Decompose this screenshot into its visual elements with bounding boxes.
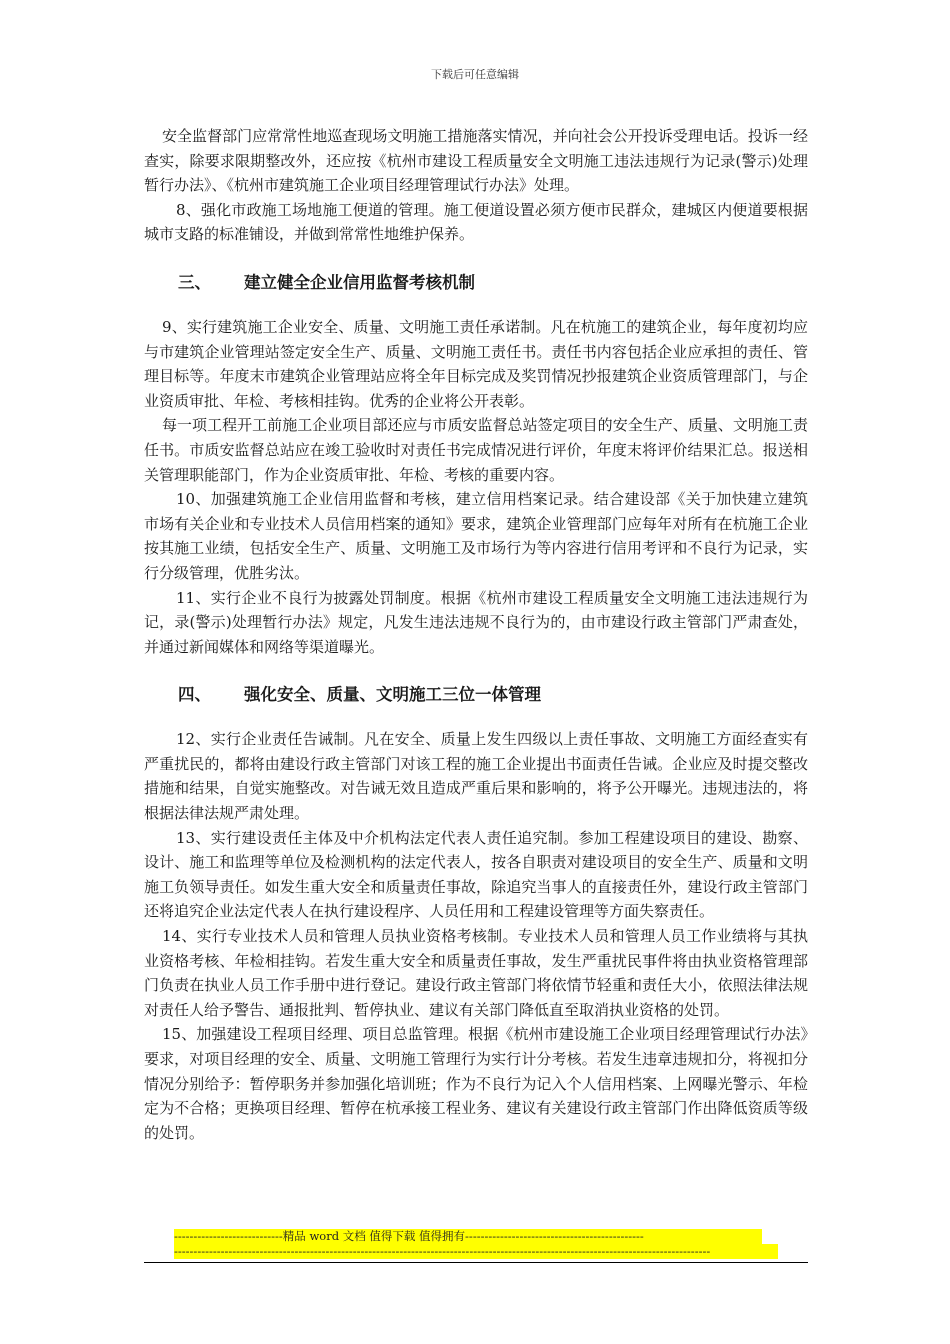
page-header: 下载后可任意编辑 [431, 68, 519, 81]
section-number: 三、 [178, 272, 211, 292]
paragraph-12: 12、实行企业责任告诫制。凡在安全、质量上发生四级以上责任事故、文明施工方面经查实有严重扰民的，都将由建设行政主管部门对该工程的施工企业提出书面责任告诫。企业应及时提交整改措施和结果，自觉实施整改。对告诫无效且造成严重后果和影响的，将予公开曝光。违规违法的，将根据法律法规严肃处理。 [144, 730, 808, 823]
paragraph-10: 10、加强建筑施工企业信用监督和考核，建立信用档案记录。结合建设部《关于加快建立建筑市场有关企业和专业技术人员信用档案的通知》要求，建筑企业管理部门应每年对所有在杭施工企业按其施工业绩，包括安全生产、质量、文明施工及市场行为等内容进行信用考评和不良行为记录，实行分级管理，优胜劣汰。 [144, 490, 808, 582]
document-body [144, 124, 808, 1145]
paragraph-9: 9、实行建筑施工企业安全、质量、文明施工责任承诺制。凡在杭施工的建筑企业，每年度初均应与市建筑企业管理站签定安全生产、质量、文明施工责任书。责任书内容包括企业应承担的责任、管理目标等。年度末市建筑企业管理站应将全年目标完成及奖罚情况抄报建筑企业资质管理部门，与企业资质审批、年检、考核相挂钩。优秀的企业将公开表彰。 [144, 317, 808, 410]
paragraph-1: 安全监督部门应常常性地巡查现场文明施工措施落实情况，并向社会公开投诉受理电话。投诉一经查实，除要求限期整改外，还应按《杭州市建设工程质量安全文明施工违法违规行为记录(警示)处理暂行办法》、《杭州市建筑施工企业项目经理管理试行办法》处理。 [144, 127, 808, 195]
paragraph-15: 15、加强建设工程项目经理、项目总监管理。根据《杭州市建设施工企业项目经理管理试行办法》要求，对项目经理的安全、质量、文明施工管理行为实行计分考核。若发生违章违规扣分，将视扣分情况分别给予：暂停职务并参加强化培训班；作为不良行为记入个人信用档案、上网曝光警示、年检定为不合格；更换项目经理、暂停在杭承接工程业务、建议有关建设行政主管部门作出降低资质等级的处罚。 [144, 1025, 808, 1142]
footer-banner-line-1: ----------------------------精品 word 文档 值得下载 值得拥有---------------------------------------------- [174, 1229, 762, 1244]
section-title: 强化安全、质量、文明施工三位一体管理 [244, 685, 541, 705]
paragraph-8: 8、强化市政施工场地施工便道的管理。施工便道设置必须方便市民群众，建城区内便道要根据城市支路的标准铺设，并做到常常性地维护保养。 [144, 200, 808, 244]
section-heading-3 [178, 269, 808, 293]
paragraph-11: 11、实行企业不良行为披露处罚制度。根据《杭州市建设工程质量安全文明施工违法违规行为记，录(警示)处理暂行办法》规定，凡发生违法违规不良行为的，由市建设行政主管部门严肃查处，并通过新闻媒体和网络等渠道曝光。 [144, 588, 808, 656]
section-title: 建立健全企业信用监督考核机制 [244, 272, 475, 292]
page-footer [144, 1229, 808, 1259]
footer-rule [144, 1262, 808, 1263]
paragraph-13: 13、实行建设责任主体及中介机构法定代表人责任追究制。参加工程建设项目的建设、勘察、设计、施工和监理等单位及检测机构的法定代表人，按各自职责对建设项目的安全生产、质量和文明施工负领导责任。如发生重大安全和质量责任事故，除追究当事人的直接责任外，建设行政主管部门还将追究企业法定代表人在执行建设程序、人员任用和工程建设管理等方面失察责任。 [144, 828, 808, 921]
section-heading-4 [178, 681, 808, 705]
footer-banner-line-2: ------------------------------------------------------------------------------------------------------------------------------------------ [174, 1244, 778, 1259]
section-number: 四、 [178, 685, 211, 705]
paragraph-9-cont: 每一项工程开工前施工企业项目部还应与市质安监督总站签定项目的安全生产、质量、文明施工责任书。市质安监督总站应在竣工验收时对责任书完成情况进行评价，年度末将评价结果汇总。报送相关管理职能部门，作为企业资质审批、年检、考核的重要内容。 [144, 416, 808, 484]
paragraph-14: 14、实行专业技术人员和管理人员执业资格考核制。专业技术人员和管理人员工作业绩将与其执业资格考核、年检相挂钩。若发生重大安全和质量责任事故，发生严重扰民事件将由执业资格管理部门负责在执业人员工作手册中进行登记。建设行政主管部门将依情节轻重和责任大小，依照法律法规对责任人给予警告、通报批判、暂停执业、建议有关部门降低直至取消执业资格的处罚。 [144, 927, 808, 1019]
